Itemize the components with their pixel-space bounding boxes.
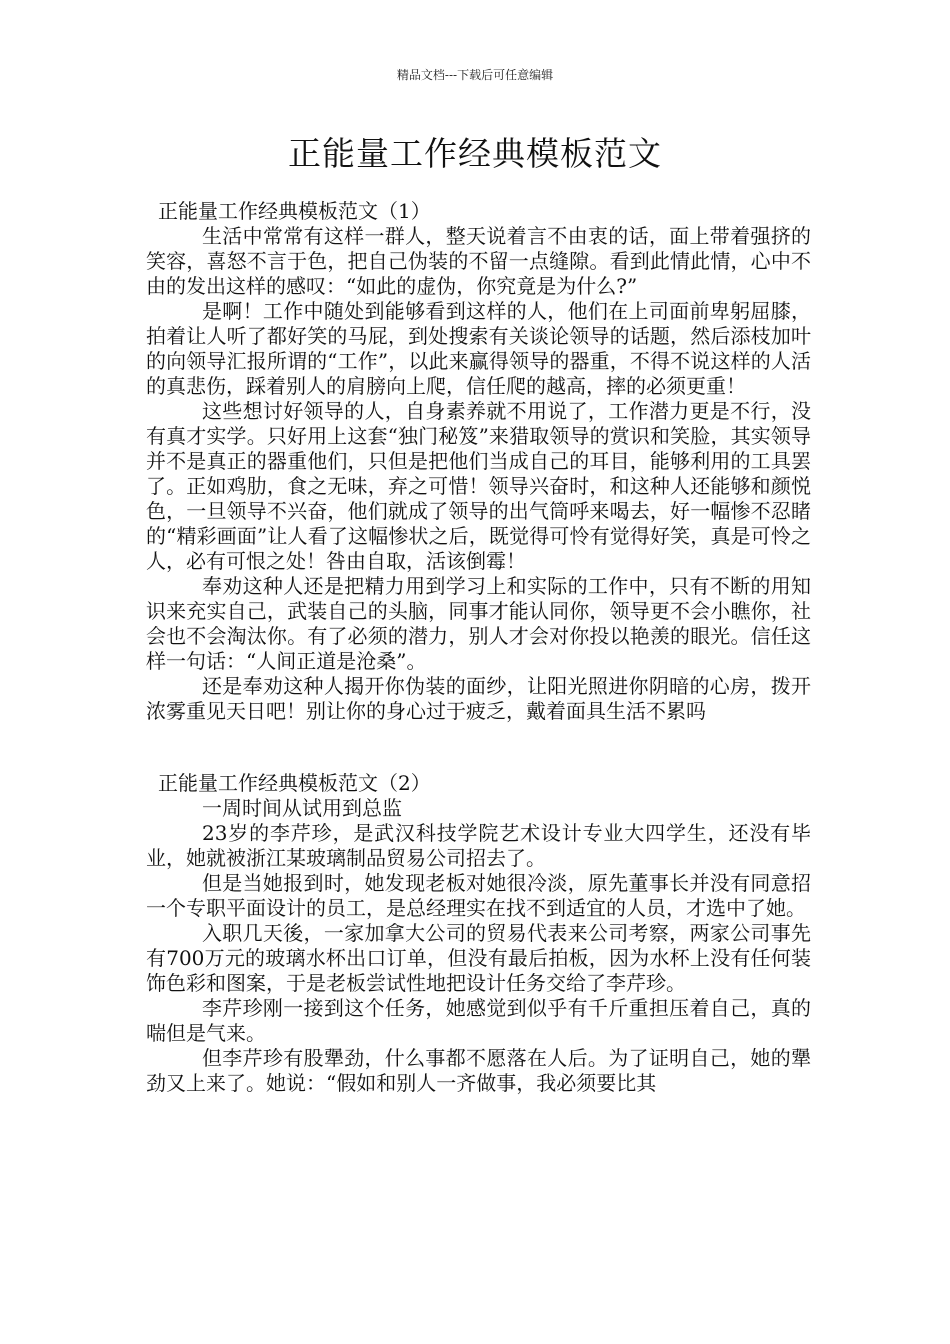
paragraph: 生活中常常有这样一群人，整天说着言不由衷的话，面上带着强挤的笑容，喜怒不言于色，把自己伪装的不留一点缝隙。看到此情此情，心中不由的发出这样的感叹：“如此的虚伪，你究竟是为什么?”	[146, 224, 811, 298]
paragraph: 是啊！工作中随处到能够看到这样的人，他们在上司面前卑躬屈膝，拍着让人听了都好笑的马屁，到处搜索有关谈论领导的话题，然后添枝加叶的向领导汇报所谓的“工作”，以此来赢得领导的器重，不得不说这样的人活的真悲伤，踩着别人的肩膀向上爬，信任爬的越高，摔的必须更重！	[146, 299, 811, 398]
paragraph: 这些想讨好领导的人，自身素养就不用说了，工作潜力更是不行，没有真才实学。只好用上这套“独门秘笈”来猎取领导的赏识和笑脸，其实领导并不是真正的器重他们，只但是把他们当成自己的耳目，能够利用的工具罢了。正如鸡肋，食之无味，弃之可惜！领导兴奋时，和这种人还能够和颜悦色，一旦领导不兴奋，他们就成了领导的出气筒呼来喝去，好一幅惨不忍睹的“精彩画面”让人看了这幅惨状之后，既觉得可怜有觉得好笑，真是可怜之人，必有可恨之处！咎由自取，活该倒霉！	[146, 399, 811, 573]
paragraph: 还是奉劝这种人揭开你伪装的面纱，让阳光照进你阴暗的心房，拨开浓雾重见天日吧！别让你的身心过于疲乏，戴着面具生活不累吗	[146, 674, 811, 723]
paragraph: 但是当她报到时，她发现老板对她很冷淡，原先董事长并没有同意招一个专职平面设计的员工，是总经理实在找不到适宜的人员，才选中了她。	[146, 871, 811, 920]
section-heading: 正能量工作经典模板范文（2）	[158, 771, 431, 795]
document-title: 正能量工作经典模板范文	[288, 134, 662, 173]
paragraph: 但李芹珍有股犟劲，什么事都不愿落在人后。为了证明自己，她的犟劲又上来了。她说：“假如和别人一齐做事，我必须要比其	[146, 1046, 811, 1095]
paragraph: 一周时间从试用到总监	[202, 796, 402, 820]
section-1	[146, 199, 811, 724]
header-note: 精品文档---下载后可任意编辑	[396, 68, 554, 82]
paragraph: 李芹珍刚一接到这个任务，她感觉到似乎有千斤重担压着自己，真的喘但是气来。	[146, 996, 811, 1045]
paragraph: 入职几天後，一家加拿大公司的贸易代表来公司考察，两家公司事先有700万元的玻璃水杯出口订单，但没有最后拍板，因为水杯上没有任何装饰色彩和图案，于是老板尝试性地把设计任务交给了李芹珍。	[146, 921, 811, 995]
paragraph: 奉劝这种人还是把精力用到学习上和实际的工作中，只有不断的用知识来充实自己，武装自己的头脑，同事才能认同你，领导更不会小瞧你，社会也不会淘汰你。有了必须的潜力，别人才会对你投以艳羡的眼光。信任这样一句话：“人间正道是沧桑”。	[146, 574, 811, 673]
section-2	[146, 771, 811, 1096]
section-heading: 正能量工作经典模板范文（1）	[158, 199, 431, 223]
document-body	[146, 199, 811, 1096]
paragraph: 23岁的李芹珍，是武汉科技学院艺术设计专业大四学生，还没有毕业，她就被浙江某玻璃制品贸易公司招去了。	[146, 821, 811, 870]
